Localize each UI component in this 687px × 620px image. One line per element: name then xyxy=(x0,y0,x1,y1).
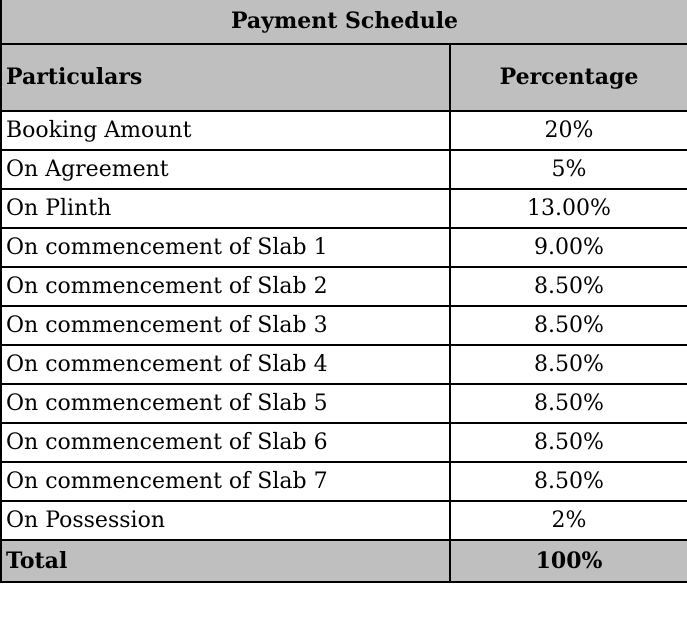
table-row xyxy=(1,267,687,306)
percentage-cell: 8.50% xyxy=(450,267,687,306)
particular-cell: On commencement of Slab 3 xyxy=(1,306,450,345)
column-header-percentage: Percentage xyxy=(450,44,687,111)
percentage-cell: 5% xyxy=(450,150,687,189)
table-row xyxy=(1,345,687,384)
percentage-cell: 8.50% xyxy=(450,306,687,345)
table-row xyxy=(1,150,687,189)
particular-cell: On commencement of Slab 1 xyxy=(1,228,450,267)
particular-cell: On commencement of Slab 7 xyxy=(1,462,450,501)
percentage-cell: 9.00% xyxy=(450,228,687,267)
table-row xyxy=(1,228,687,267)
table-row xyxy=(1,306,687,345)
percentage-cell: 13.00% xyxy=(450,189,687,228)
table-row xyxy=(1,111,687,150)
percentage-cell: 8.50% xyxy=(450,345,687,384)
table-row xyxy=(1,189,687,228)
particular-cell: On Possession xyxy=(1,501,450,540)
percentage-cell: 2% xyxy=(450,501,687,540)
table-title: Payment Schedule xyxy=(1,0,687,44)
table-row xyxy=(1,462,687,501)
particular-cell: On commencement of Slab 6 xyxy=(1,423,450,462)
percentage-cell: 8.50% xyxy=(450,384,687,423)
percentage-cell: 8.50% xyxy=(450,462,687,501)
table-header-row xyxy=(1,44,687,111)
particular-cell: Booking Amount xyxy=(1,111,450,150)
particular-cell: On commencement of Slab 2 xyxy=(1,267,450,306)
percentage-cell: 20% xyxy=(450,111,687,150)
particular-cell: On commencement of Slab 4 xyxy=(1,345,450,384)
particular-cell: On commencement of Slab 5 xyxy=(1,384,450,423)
total-label: Total xyxy=(1,540,450,582)
total-value: 100% xyxy=(450,540,687,582)
particular-cell: On Agreement xyxy=(1,150,450,189)
table-title-row xyxy=(1,0,687,44)
total-row xyxy=(1,540,687,582)
column-header-particulars: Particulars xyxy=(1,44,450,111)
particular-cell: On Plinth xyxy=(1,189,450,228)
percentage-cell: 8.50% xyxy=(450,423,687,462)
table-row xyxy=(1,501,687,540)
table-row xyxy=(1,423,687,462)
table-row xyxy=(1,384,687,423)
